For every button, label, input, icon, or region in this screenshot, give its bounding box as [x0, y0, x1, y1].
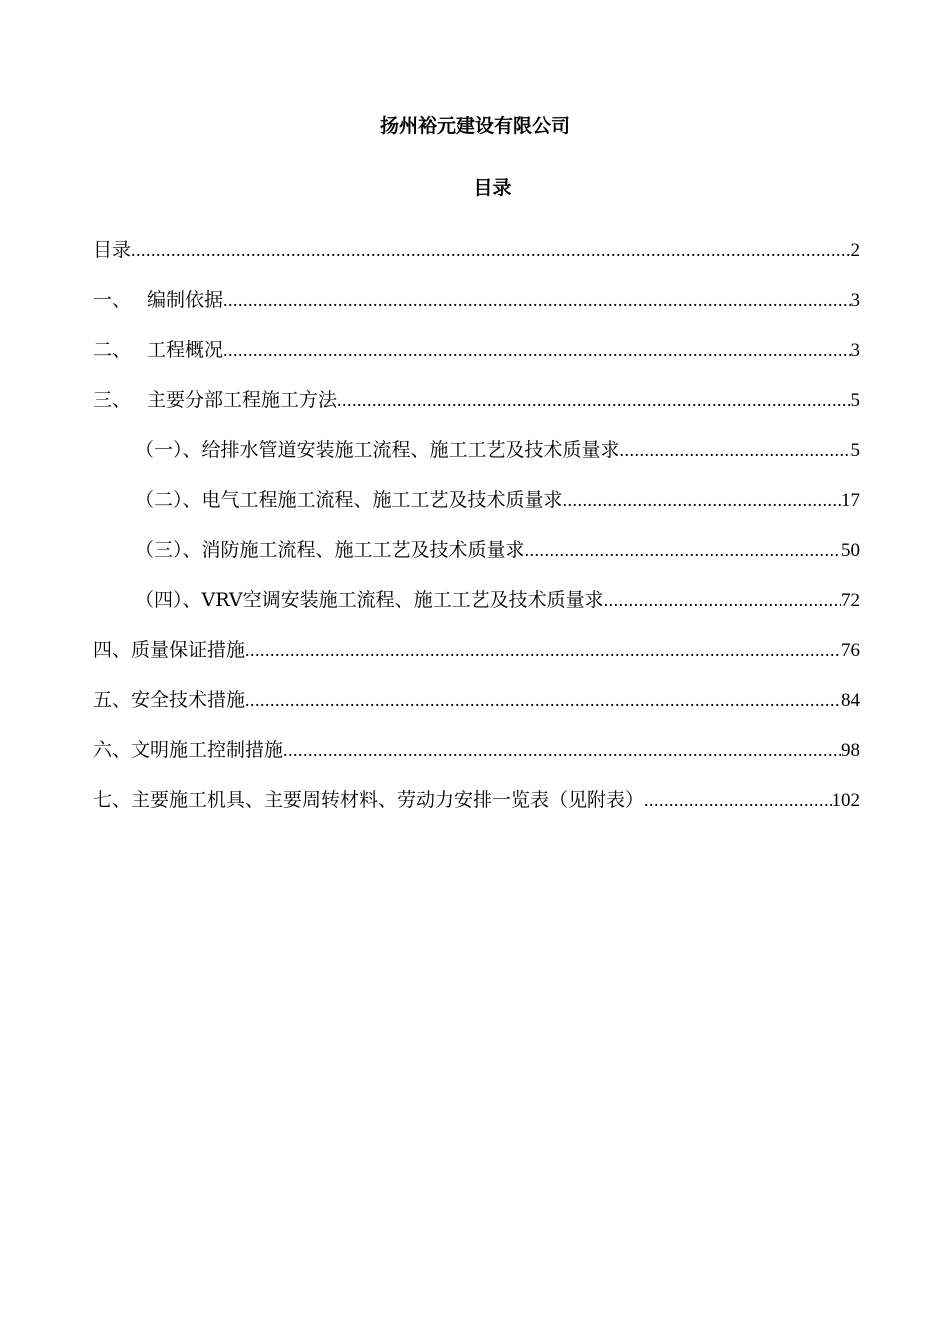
toc-entry-basis[interactable] [93, 286, 860, 336]
toc-entry-safety[interactable] [93, 686, 860, 736]
toc-entry-label: 消防施工流程、施工工艺及技术质量求 [201, 539, 525, 561]
toc-entry-civilized-construction[interactable] [93, 736, 860, 786]
toc-entry-plumbing[interactable] [93, 436, 860, 486]
toc-entry-label: 文明施工控制措施 [131, 739, 284, 761]
toc-dot-leader [604, 586, 841, 614]
toc-entry-number: （一）、 [135, 439, 202, 461]
table-of-contents [93, 236, 860, 836]
toc-entry-number: 七、 [93, 789, 132, 811]
toc-entry-machinery-table[interactable] [93, 786, 860, 836]
toc-entry-page: 3 [850, 290, 860, 311]
toc-entry-label: 主要分部工程施工方法 [147, 389, 338, 411]
toc-entry-label: 工程概况 [147, 339, 224, 361]
toc-entry-page: 72 [841, 590, 860, 611]
toc-entry-page: 102 [831, 790, 860, 811]
toc-entry-page: 3 [850, 340, 860, 361]
toc-entry-page: 5 [850, 440, 860, 461]
toc-entry-label: 电气工程施工流程、施工工艺及技术质量求 [201, 489, 563, 511]
toc-entry-page: 50 [841, 540, 860, 561]
toc-entry-label: 给排水管道安装施工流程、施工工艺及技术质量求 [201, 439, 620, 461]
toc-entry-fire-protection[interactable] [93, 536, 860, 586]
toc-entry-page: 98 [841, 740, 860, 761]
toc-entry-page: 84 [841, 690, 860, 711]
toc-entry-overview[interactable] [93, 336, 860, 386]
toc-entry-page: 2 [850, 240, 860, 261]
toc-entry-page: 5 [850, 390, 860, 411]
toc-entry-label: 编制依据 [147, 289, 224, 311]
toc-entry-electrical[interactable] [93, 486, 860, 536]
toc-dot-leader [283, 736, 841, 764]
toc-entry-number: （四）、 [135, 589, 202, 611]
toc-dot-leader [563, 486, 841, 514]
toc-dot-leader [245, 686, 841, 714]
company-name: 扬州裕元建设有限公司 [379, 115, 570, 137]
toc-entry-number: 五、 [93, 689, 132, 711]
toc-dot-leader [223, 336, 850, 364]
toc-title: 目录 [473, 177, 512, 199]
toc-dot-leader [525, 536, 841, 564]
toc-entry-methods[interactable] [93, 386, 860, 436]
toc-dot-leader [223, 286, 850, 314]
toc-entry-label: 安全技术措施 [131, 689, 246, 711]
toc-entry-number: 二、 [93, 339, 132, 361]
toc-entry-label: 质量保证措施 [131, 639, 246, 661]
toc-entry-number: 六、 [93, 739, 132, 761]
toc-entry-number: 一、 [93, 289, 132, 311]
toc-dot-leader [620, 436, 851, 464]
toc-entry-number: 四、 [93, 639, 132, 661]
toc-dot-leader [644, 786, 831, 814]
toc-entry-vrv-ac[interactable] [93, 586, 860, 636]
toc-entry-contents[interactable] [93, 236, 860, 286]
toc-entry-page: 17 [841, 490, 860, 511]
toc-entry-page: 76 [841, 640, 860, 661]
toc-entry-number: 三、 [93, 389, 132, 411]
toc-dot-leader [245, 636, 841, 664]
toc-entry-quality[interactable] [93, 636, 860, 686]
toc-dot-leader [337, 386, 850, 414]
toc-entry-number: （二）、 [135, 489, 202, 511]
toc-entry-label: 目录 [93, 239, 132, 261]
toc-entry-label: VRV空调安装施工流程、施工工艺及技术质量求 [201, 589, 604, 611]
toc-dot-leader [131, 236, 850, 264]
toc-entry-number: （三）、 [135, 539, 202, 561]
toc-entry-label: 主要施工机具、主要周转材料、劳动力安排一览表（见附表） [131, 789, 645, 811]
